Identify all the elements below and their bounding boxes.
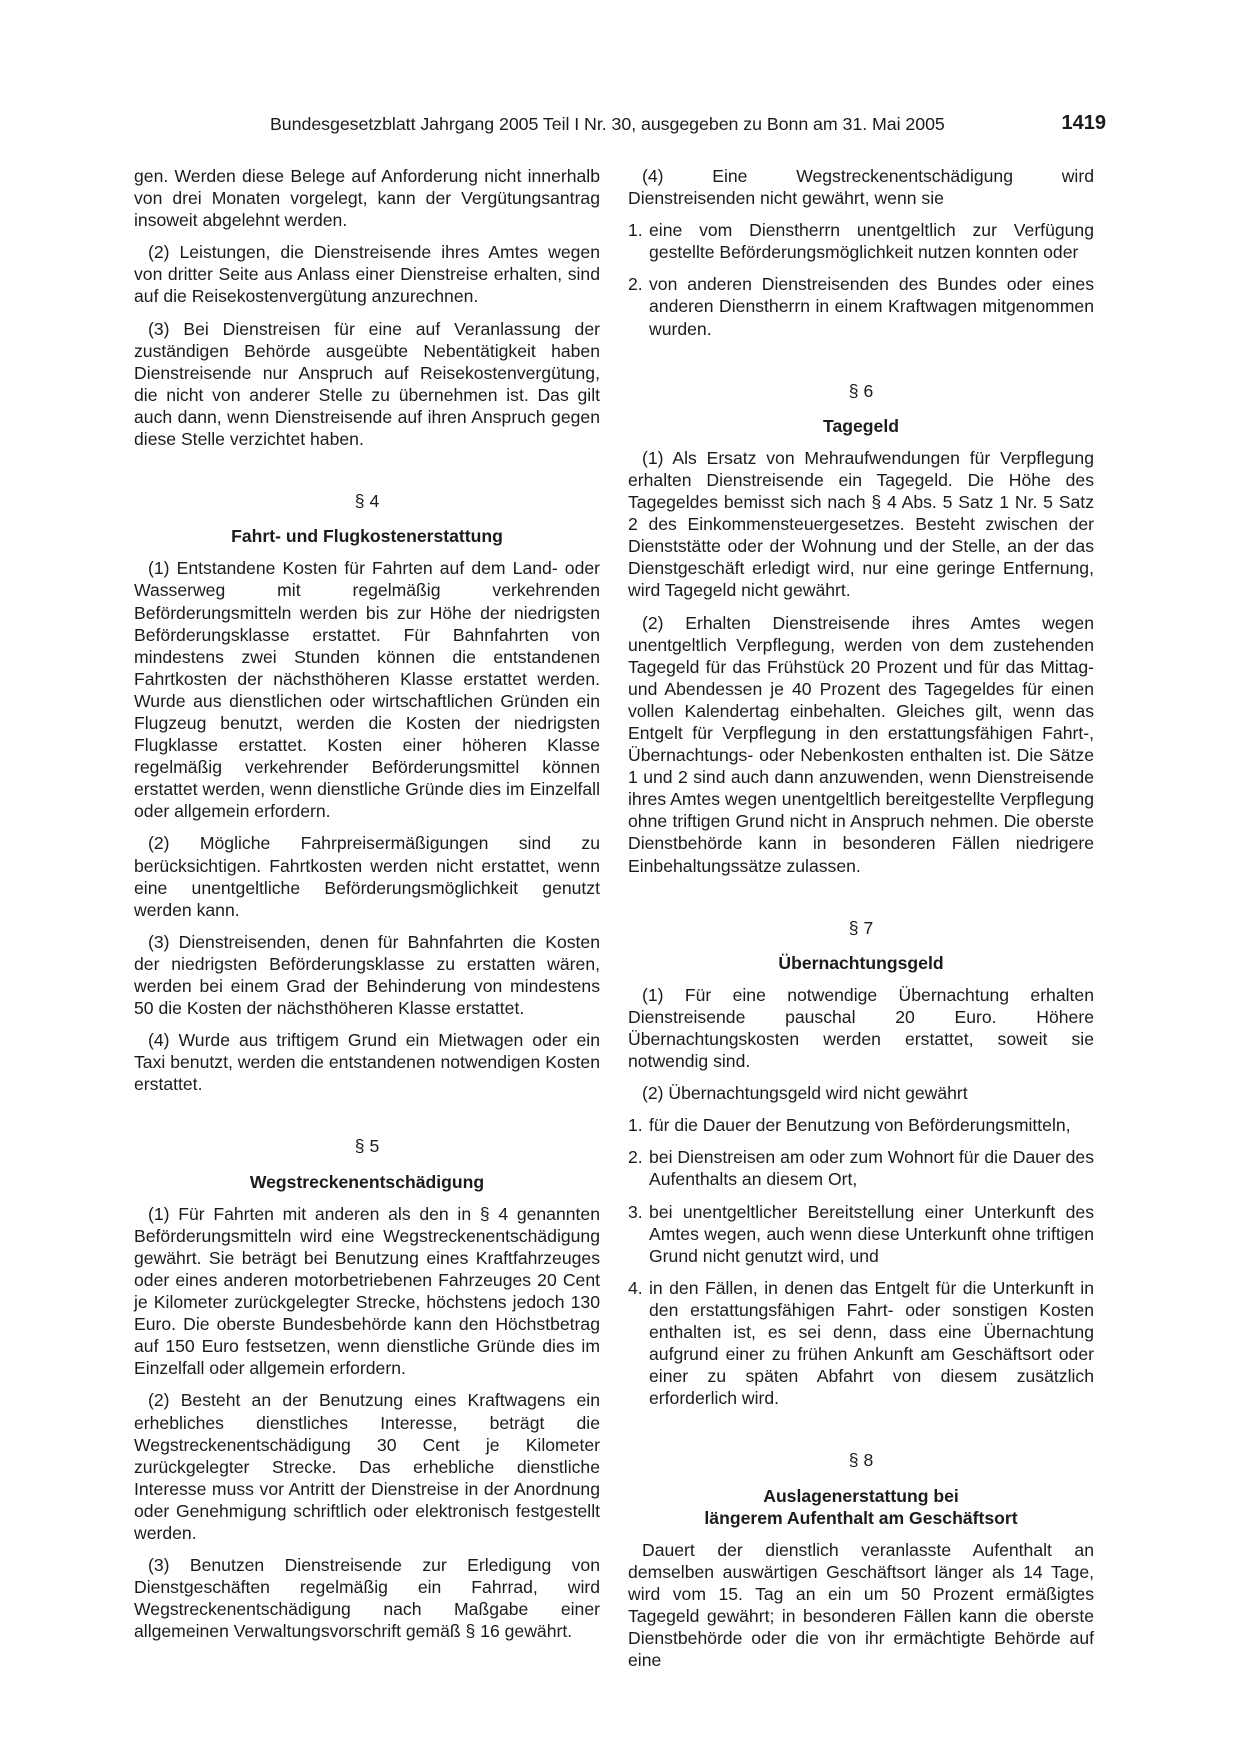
paragraph: (2) Übernachtungsgeld wird nicht gewährt (642, 1083, 968, 1104)
section-title-line: Auslagenerstattung bei (763, 1485, 959, 1506)
section-number-5: § 5 (354, 1136, 380, 1157)
list-number: 2. (628, 274, 643, 295)
list-number: 1. (628, 1115, 643, 1136)
list-text: eine vom Dienstherrn unentgeltlich zur Verfügung gestellte Beförderungsmöglichkeit nutzen konnten oder (649, 220, 1094, 263)
list-item (628, 1277, 1094, 1410)
section-title-4: Fahrt- und Flugkostenerstattung (231, 526, 503, 547)
right-column (628, 165, 1094, 1681)
paragraph: (4) Eine Wegstreckenentschädigung wird Dienstreisenden nicht gewährt, wenn sie (628, 166, 1094, 209)
list-item (628, 1201, 1094, 1267)
list-item (628, 219, 1094, 263)
section-title-5: Wegstreckenentschädigung (249, 1171, 485, 1192)
list-number: 1. (628, 220, 643, 241)
list-text: bei Dienstreisen am oder zum Wohnort für die Dauer des Aufenthalts an diesem Ort, (649, 1147, 1094, 1190)
paragraph: (1) Für Fahrten mit anderen als den in § 4 genannten Beförderungsmitteln wird eine Wegstreckenentschädigung gewährt. Sie beträgt bei Benutzung eines Kraftfahrzeuges oder eines anderen motorbetriebenen Fahrzeuges 20 Cent je Kilometer zurückgelegter Strecke, höchstens jedoch 130 Euro. Die oberste Bundesbehörde kann den Höchstbetrag auf 150 Euro festsetzen, wenn dienstliche Gründe dies im Einzelfall oder allgemein erfordern. (134, 1203, 600, 1379)
paragraph: (3) Bei Dienstreisen für eine auf Veranlassung der zuständigen Behörde ausgeübte Nebentätigkeit haben Dienstreisende nur Anspruch auf Reisekostenvergütung, die nicht von anderer Stelle zu übernehmen ist. Das gilt auch dann, wenn Dienstreisende auf ihren Anspruch gegen diese Stelle verzichtet haben. (134, 318, 600, 450)
paragraph: (4) Wurde aus triftigem Grund ein Mietwagen oder ein Taxi benutzt, werden die entstandenen notwendigen Kosten erstattet. (134, 1030, 600, 1095)
paragraph: Dauert der dienstlich veranlasste Aufenthalt an demselben auswärtigen Geschäftsort länger als 14 Tage, wird vom 15. Tag an ein um 50 Prozent ermäßigtes Tagegeld gewährt; in besonderen Fällen kann die oberste Dienstbehörde oder die von ihr ermächtigte Behörde auf eine (628, 1539, 1094, 1671)
paragraph: (1) Als Ersatz von Mehraufwendungen für Verpflegung erhalten Dienstreisende ein Tagegeld. Die Höhe des Tagegeldes bemisst sich nach § 4 Abs. 5 Satz 1 Nr. 5 Satz 2 des Einkommensteuergesetzes. Besteht zwischen der Dienststätte oder der Wohnung und der Stelle, an der das Dienstgeschäft erledigt wird, nur eine geringe Entfernung, wird Tagegeld nicht gewährt. (628, 447, 1094, 601)
paragraph: (2) Besteht an der Benutzung eines Kraftwagens ein erhebliches dienstliches Interesse, beträgt die Wegstreckenentschädigung 30 Cent je Kilometer zurückgelegter Strecke. Das erhebliche dienstliche Interesse muss vor Antritt der Dienstreise in der Anordnung oder Genehmigung schriftlich oder elektronisch festgestellt werden. (134, 1390, 600, 1543)
list-item (628, 1114, 1094, 1136)
list-number: 4. (628, 1277, 643, 1298)
list-text: bei unentgeltlicher Bereitstellung einer Unterkunft des Amtes wegen, auch wenn diese Unterkunft ohne triftigen Grund nicht genutzt wird, und (649, 1201, 1094, 1266)
section-number-7: § 7 (848, 917, 874, 938)
paragraph: (3) Dienstreisenden, denen für Bahnfahrten die Kosten der niedrigsten Beförderungsklasse zu erstatten wären, werden bei einem Grad der Behinderung von mindestens 50 die Kosten der nächsthöheren Klasse erstattet. (134, 931, 600, 1019)
section-title-6: Tagegeld (823, 415, 899, 436)
paragraph: (1) Entstandene Kosten für Fahrten auf dem Land- oder Wasserweg mit regelmäßig verkehrenden Beförderungsmitteln werden bis zur Höhe der niedrigsten Beförderungsklasse erstattet. Für Bahnfahrten von mindestens zwei Stunden können die entstandenen Fahrtkosten der nächsthöheren Klasse erstattet werden. Wurde aus dienstlichen oder wirtschaftlichen Gründen ein Flugzeug benutzt, werden die Kosten der niedrigsten Flugklasse erstattet. Kosten einer höheren Klasse regelmäßig verkehrender Beförderungsmittel können erstattet werden, wenn dienstliche Gründe dies im Einzelfall oder allgemein erfordern. (134, 558, 600, 822)
section-title-7: Übernachtungsgeld (778, 952, 944, 973)
paragraph: (2) Erhalten Dienstreisende ihres Amtes wegen unentgeltlich Verpflegung, werden von dem zustehenden Tagegeld für das Frühstück 20 Prozent und für das Mittag- und Abendessen je 40 Prozent des Tagegeldes für einen vollen Kalendertag einbehalten. Gleiches gilt, wenn das Entgelt für Verpflegung in den erstattungsfähigen Fahrt-, Übernachtungs- oder Nebenkosten enthalten ist. Die Sätze 1 und 2 sind auch dann anzuwenden, wenn Dienstreisende ihres Amtes wegen unentgeltlich bereitgestellte Verpflegung ohne triftigen Grund nicht in Anspruch nehmen. Die oberste Dienstbehörde kann in besonderen Fällen niedrigere Einbehaltungssätze zulassen. (628, 612, 1094, 876)
section-number-6: § 6 (848, 380, 874, 401)
section-number-4: § 4 (354, 491, 380, 512)
list-text: von anderen Dienstreisenden des Bundes oder eines anderen Dienstherrn in einem Kraftwagen mitgenommen wurden. (649, 274, 1094, 339)
list-number: 2. (628, 1147, 643, 1168)
section-number-8: § 8 (848, 1450, 874, 1471)
list-number: 3. (628, 1201, 643, 1222)
list-text: in den Fällen, in denen das Entgelt für die Unterkunft in den erstattungsfähigen Fahrt- oder sonstigen Kosten enthalten ist, es sei denn, dass eine Übernachtung aufgrund einer zu frühen Ankunft am Geschäftsort oder einer zu späten Abfahrt von diesem zusätzlich erforderlich wird. (649, 1277, 1094, 1409)
list-item (628, 273, 1094, 339)
paragraph: (3) Benutzen Dienstreisende zur Erledigung von Dienstgeschäften regelmäßig ein Fahrrad, wird Wegstreckenentschädigung nach Maßgabe einer allgemeinen Verwaltungsvorschrift gemäß § 16 gewährt. (134, 1555, 600, 1642)
section-title-line: längerem Aufenthalt am Geschäftsort (704, 1507, 1018, 1528)
left-column (134, 165, 600, 1652)
header-title: Bundesgesetzblatt Jahrgang 2005 Teil I Nr. 30, ausgegeben zu Bonn am 31. Mai 2005 (270, 114, 945, 134)
page-number: 1419 (1061, 112, 1106, 134)
paragraph: (2) Leistungen, die Dienstreisende ihres Amtes wegen von dritter Seite aus Anlass einer Dienstreise erhalten, sind auf die Reisekostenvergütung anzurechnen. (134, 242, 600, 307)
page-header (270, 112, 1106, 142)
section-title-8 (628, 1485, 1094, 1529)
paragraph: (2) Mögliche Fahrpreisermäßigungen sind zu berücksichtigen. Fahrtkosten werden nicht erstattet, wenn eine unentgeltliche Beförderungsmöglichkeit genutzt werden kann. (134, 833, 600, 920)
paragraph-continuation: gen. Werden diese Belege auf Anforderung nicht innerhalb von drei Monaten vorgelegt, kann der Vergütungsantrag insoweit abgelehnt werden. (134, 166, 600, 231)
paragraph: (1) Für eine notwendige Übernachtung erhalten Dienstreisende pauschal 20 Euro. Höhere Übernachtungskosten werden erstattet, soweit sie notwendig sind. (628, 984, 1094, 1072)
list-text: für die Dauer der Benutzung von Beförderungsmitteln, (649, 1115, 1071, 1136)
list-item (628, 1146, 1094, 1190)
